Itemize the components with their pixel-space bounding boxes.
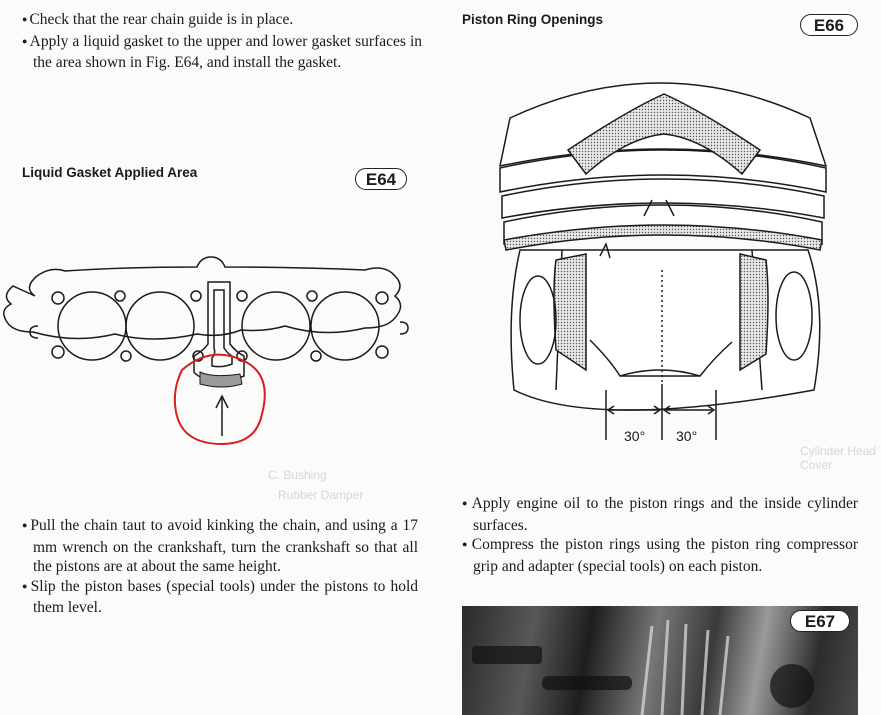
- bullet-liquid-gasket: ● Apply a liquid gasket to the upper and lower gasket surfaces in the area shown in Fig. E64, and install the gasket.: [22, 32, 422, 73]
- bleed-text-damper: Rubber Damper: [278, 488, 364, 502]
- figure-tag-e64: E64: [355, 168, 407, 190]
- angle-label-right: 30°: [676, 428, 698, 444]
- piston-diagram: [440, 0, 881, 470]
- figure-title-e66: Piston Ring Openings: [462, 12, 603, 27]
- angle-label-left: 30°: [624, 428, 646, 444]
- figure-title-e64: Liquid Gasket Applied Area: [22, 165, 198, 180]
- bleed-text-cylinder-head: Cylinder Head Cover: [800, 444, 877, 472]
- bleed-text-bushing: C. Bushing: [268, 468, 327, 482]
- right-column: [440, 0, 881, 715]
- piston-instructions: [462, 494, 858, 576]
- figure-tag-e67: E67: [790, 610, 850, 632]
- bottom-instructions: [22, 516, 418, 618]
- bullet-chain-taut: ● Pull the chain taut to avoid kinking the chain, and using a 17 mm wrench on the crankshaft, turn the crankshaft so that all the pistons are at about the same height.: [22, 516, 418, 577]
- figure-tag-e66: E66: [800, 14, 858, 36]
- bullet-piston-bases: ● Slip the piston bases (special tools) under the pistons to hold them level.: [22, 577, 418, 618]
- gasket-diagram: [0, 0, 440, 460]
- left-column: [0, 0, 440, 715]
- gasket-shaded-area: [200, 372, 242, 387]
- bullet-compress-rings: ● Compress the piston rings using the piston ring compressor grip and adapter (special tools) on each piston.: [462, 535, 858, 576]
- photo-e67: [462, 606, 858, 715]
- bullet-engine-oil: ● Apply engine oil to the piston rings and the inside cylinder surfaces.: [462, 494, 858, 535]
- bullet-chain-guide: ● Check that the rear chain guide is in place.: [22, 10, 422, 32]
